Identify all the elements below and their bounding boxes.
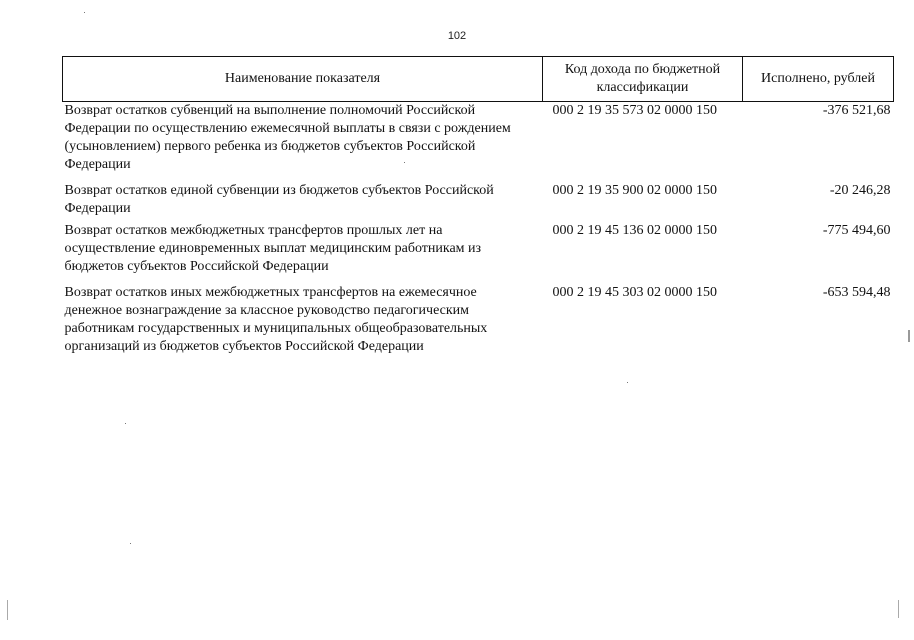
row-revenue-code: 000 2 19 45 136 02 0000 150 (552, 223, 717, 238)
row-executed-amount: -20 246,28 (829, 183, 891, 198)
row-indicator-name: Возврат остатков субвенций на выполнение полномочий Российской Федерации по осуществлению ежемесячной выплаты в связи с рождением (усыновлением) первого ребенка из бюджетов субъектов Российской Федерации (64, 103, 511, 172)
row-executed-amount: -376 521,68 (822, 103, 891, 118)
scan-speck (404, 162, 405, 163)
scan-speck (125, 423, 126, 424)
row-executed-amount: -653 594,48 (822, 285, 891, 300)
revenue-table (62, 56, 894, 356)
table-row (63, 284, 894, 356)
scan-speck (898, 600, 899, 618)
header-revenue-code: Код дохода по бюджетной классификации (543, 57, 743, 102)
row-revenue-code: 000 2 19 35 573 02 0000 150 (552, 103, 717, 118)
row-executed-amount: -775 494,60 (822, 223, 891, 238)
scan-speck (7, 600, 8, 620)
row-indicator-name: Возврат остатков иных межбюджетных трансфертов на ежемесячное денежное вознаграждение за классное руководство педагогическим работникам государственных и муниципальных общеобразовательных организаций из бюджетов субъектов Российской Федерации (64, 285, 488, 354)
scan-speck (130, 543, 131, 544)
row-revenue-code: 000 2 19 35 900 02 0000 150 (552, 183, 717, 198)
scan-speck (908, 330, 910, 342)
table-row (63, 102, 894, 183)
row-indicator-name: Возврат остатков единой субвенции из бюджетов субъектов Российской Федерации (64, 183, 494, 216)
header-indicator-name: Наименование показателя (63, 57, 543, 102)
page-number: 102 (447, 30, 467, 42)
scan-speck (627, 382, 628, 383)
table-row (63, 182, 894, 222)
table-row (63, 222, 894, 284)
row-revenue-code: 000 2 19 45 303 02 0000 150 (552, 285, 717, 300)
table-header-row (63, 57, 894, 102)
header-executed-amount: Исполнено, рублей (743, 57, 894, 102)
row-indicator-name: Возврат остатков межбюджетных трансфертов прошлых лет на осуществление единовременных выплат медицинским работникам из бюджетов субъектов Российской Федерации (64, 223, 482, 274)
scan-speck (84, 12, 85, 13)
